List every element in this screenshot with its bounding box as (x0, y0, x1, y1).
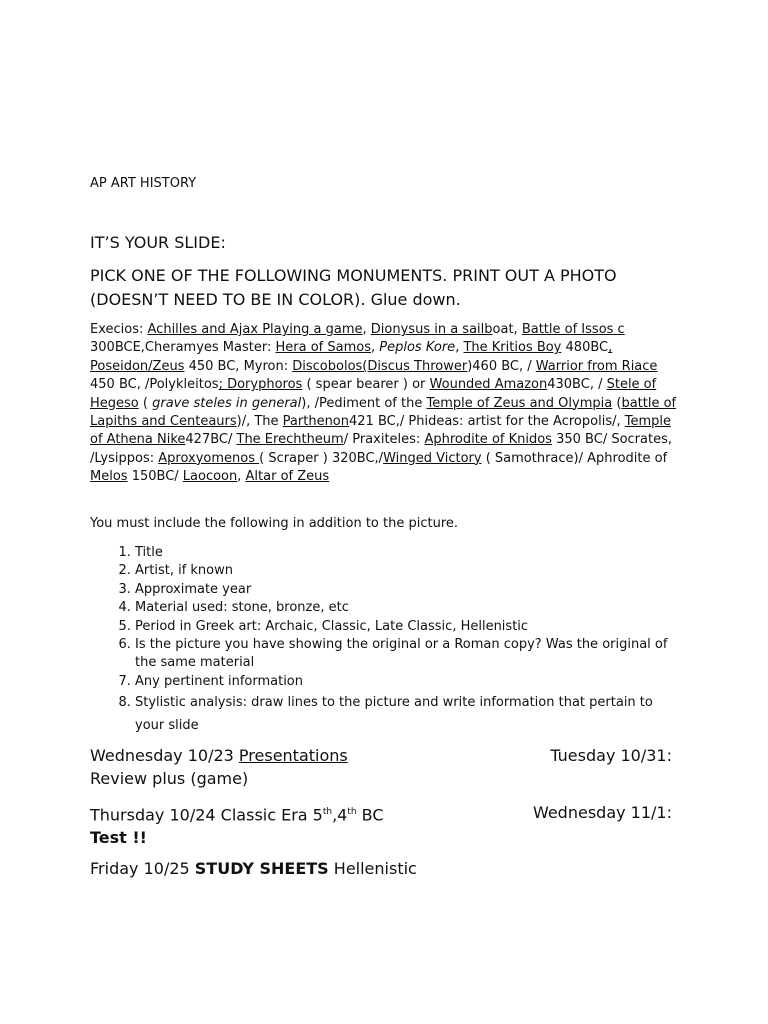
monument-text: / Praxiteles: (343, 432, 425, 448)
monument-text: ( Samothrace)/ Aphrodite of (481, 450, 668, 466)
monument-text: 150BC/ (127, 469, 183, 485)
monument-text: 430BC, / (547, 377, 607, 393)
monument-text: ( (612, 395, 622, 411)
schedule-date: Thursday 10/24 Classic Era 5 (90, 805, 323, 825)
monument-text: , (371, 340, 380, 356)
list-item: 5. Period in Greek art: Archaic, Classic, Late Classic, Hellenistic (135, 618, 680, 636)
monument-erechtheum: The Erechtheum (236, 432, 344, 448)
schedule-event: Test !! (90, 828, 147, 848)
monument-laocoon: Laocoon (182, 469, 238, 485)
list-item: 1. Title (135, 544, 680, 562)
schedule-text: BC (356, 805, 384, 825)
requirements-list (90, 544, 680, 737)
monument-peplos-kore: Peplos Kore (379, 340, 456, 356)
schedule-row-2-line-1 (90, 801, 680, 826)
ordinal-suffix: th (347, 807, 357, 817)
schedule-date: Tuesday 10/31: (550, 746, 672, 765)
monument-text: oat, (492, 322, 522, 337)
monument-text: 427BC/ (185, 432, 237, 448)
requirements-intro: You must include the following in addition to the picture. (90, 516, 459, 531)
monument-text: 421 BC,/ Phideas: artist for the Acropolis/, (349, 414, 625, 430)
schedule-date: Wednesday 10/23 (90, 746, 239, 765)
schedule-row-3 (90, 857, 680, 880)
monument-text: , (455, 340, 464, 356)
schedule-text: Hellenistic (328, 859, 417, 878)
monument-parthenon: Parthenon (282, 414, 350, 430)
monument-text: 480BC (561, 340, 609, 356)
schedule-event: Review plus (game) (90, 769, 249, 788)
monument-kritios-boy: The Kritios Boy (463, 340, 562, 356)
monument-text: ), /Pediment of the (301, 395, 427, 411)
monument-aphrodite-of-knidos: Aphrodite of Knidos (424, 432, 552, 448)
monument-warrior-from-riace: Warrior from Riace (535, 358, 658, 374)
list-item: 2. Artist, if known (135, 562, 680, 580)
schedule-event: Presentations (238, 746, 348, 765)
monument-apoxyomenos: Aproxyomenos (158, 450, 260, 466)
list-item: 8. Stylistic analysis: draw lines to the picture and write information that pertain to your slide (135, 691, 680, 737)
schedule-date: Friday 10/25 (90, 859, 195, 878)
list-item: 3. Approximate year (135, 581, 680, 599)
monument-text: , (237, 469, 246, 485)
monument-text: ( spear bearer ) or (302, 377, 430, 393)
schedule-event: STUDY SHEETS (194, 859, 329, 878)
monument-temple-of-zeus: Temple of Zeus and Olympia (426, 395, 613, 411)
monument-text: )460 BC, / (467, 358, 536, 374)
monument-text: ( (138, 395, 153, 411)
monument-doryphoros: ; Doryphoros (218, 377, 303, 393)
monument-achilles-ajax: Achilles and Ajax Playing a game (147, 322, 363, 337)
monument-discobolos: Discobolos(Discus Thrower (292, 358, 468, 374)
schedule-row-1 (90, 744, 680, 790)
schedule-text: ,4 (332, 805, 348, 825)
monument-text: , (362, 322, 371, 337)
monument-temple-of-athena-nike: Temple of Athena Nike (90, 414, 671, 448)
monument-melos: Melos (90, 469, 128, 485)
schedule-date: Wednesday 11/1: (532, 803, 672, 822)
list-item: 7. Any pertinent information (135, 673, 680, 691)
monument-list (90, 321, 680, 487)
ordinal-suffix: th (322, 807, 333, 817)
list-item: 4. Material used: stone, bronze, etc (135, 599, 680, 617)
schedule-row-2 (90, 801, 680, 849)
slide-heading: IT’S YOUR SLIDE: (90, 233, 226, 252)
monument-text: 300BCE,Cheramyes Master: (90, 340, 276, 356)
monument-hera-of-samos: Hera of Samos (275, 340, 371, 356)
monument-text: ( Scraper ) 320BC,/ (259, 450, 384, 466)
monument-text: 450 BC, /Polykleitos (90, 377, 219, 393)
monument-lapiths-centaurs: battle of Lapiths and Centeaurs (90, 395, 677, 430)
monument-winged-victory: Winged Victory (383, 450, 482, 466)
monument-dionysus: Dionysus in a sailb (370, 322, 493, 337)
monument-stele-of-hegeso: Stele of Hegeso (90, 377, 657, 411)
schedule-row-1-line-1 (90, 744, 680, 767)
list-item: 6. Is the picture you have showing the original or a Roman copy? Was the original of the same material (135, 636, 680, 673)
course-title: AP ART HISTORY (90, 176, 197, 191)
monument-text: )/, The (236, 414, 283, 430)
monument-poseidon-zeus: , Poseidon/Zeus (90, 340, 613, 374)
monument-text: Execios: (90, 322, 148, 337)
monument-wounded-amazon: Wounded Amazon (429, 377, 548, 393)
monument-grave-steles: grave steles in general (152, 395, 302, 411)
monument-altar-of-zeus: Altar of Zeus (245, 469, 330, 485)
monument-battle-of-issos: Battle of Issos c (521, 322, 625, 337)
monument-text: 350 BC/ Socrates, /Lysippos: (90, 432, 672, 466)
assignment-instructions: PICK ONE OF THE FOLLOWING MONUMENTS. PRINT OUT A PHOTO (DOESN’T NEED TO BE IN COLOR). Glue down. (90, 266, 617, 309)
monument-text: 450 BC, Myron: (184, 358, 293, 374)
